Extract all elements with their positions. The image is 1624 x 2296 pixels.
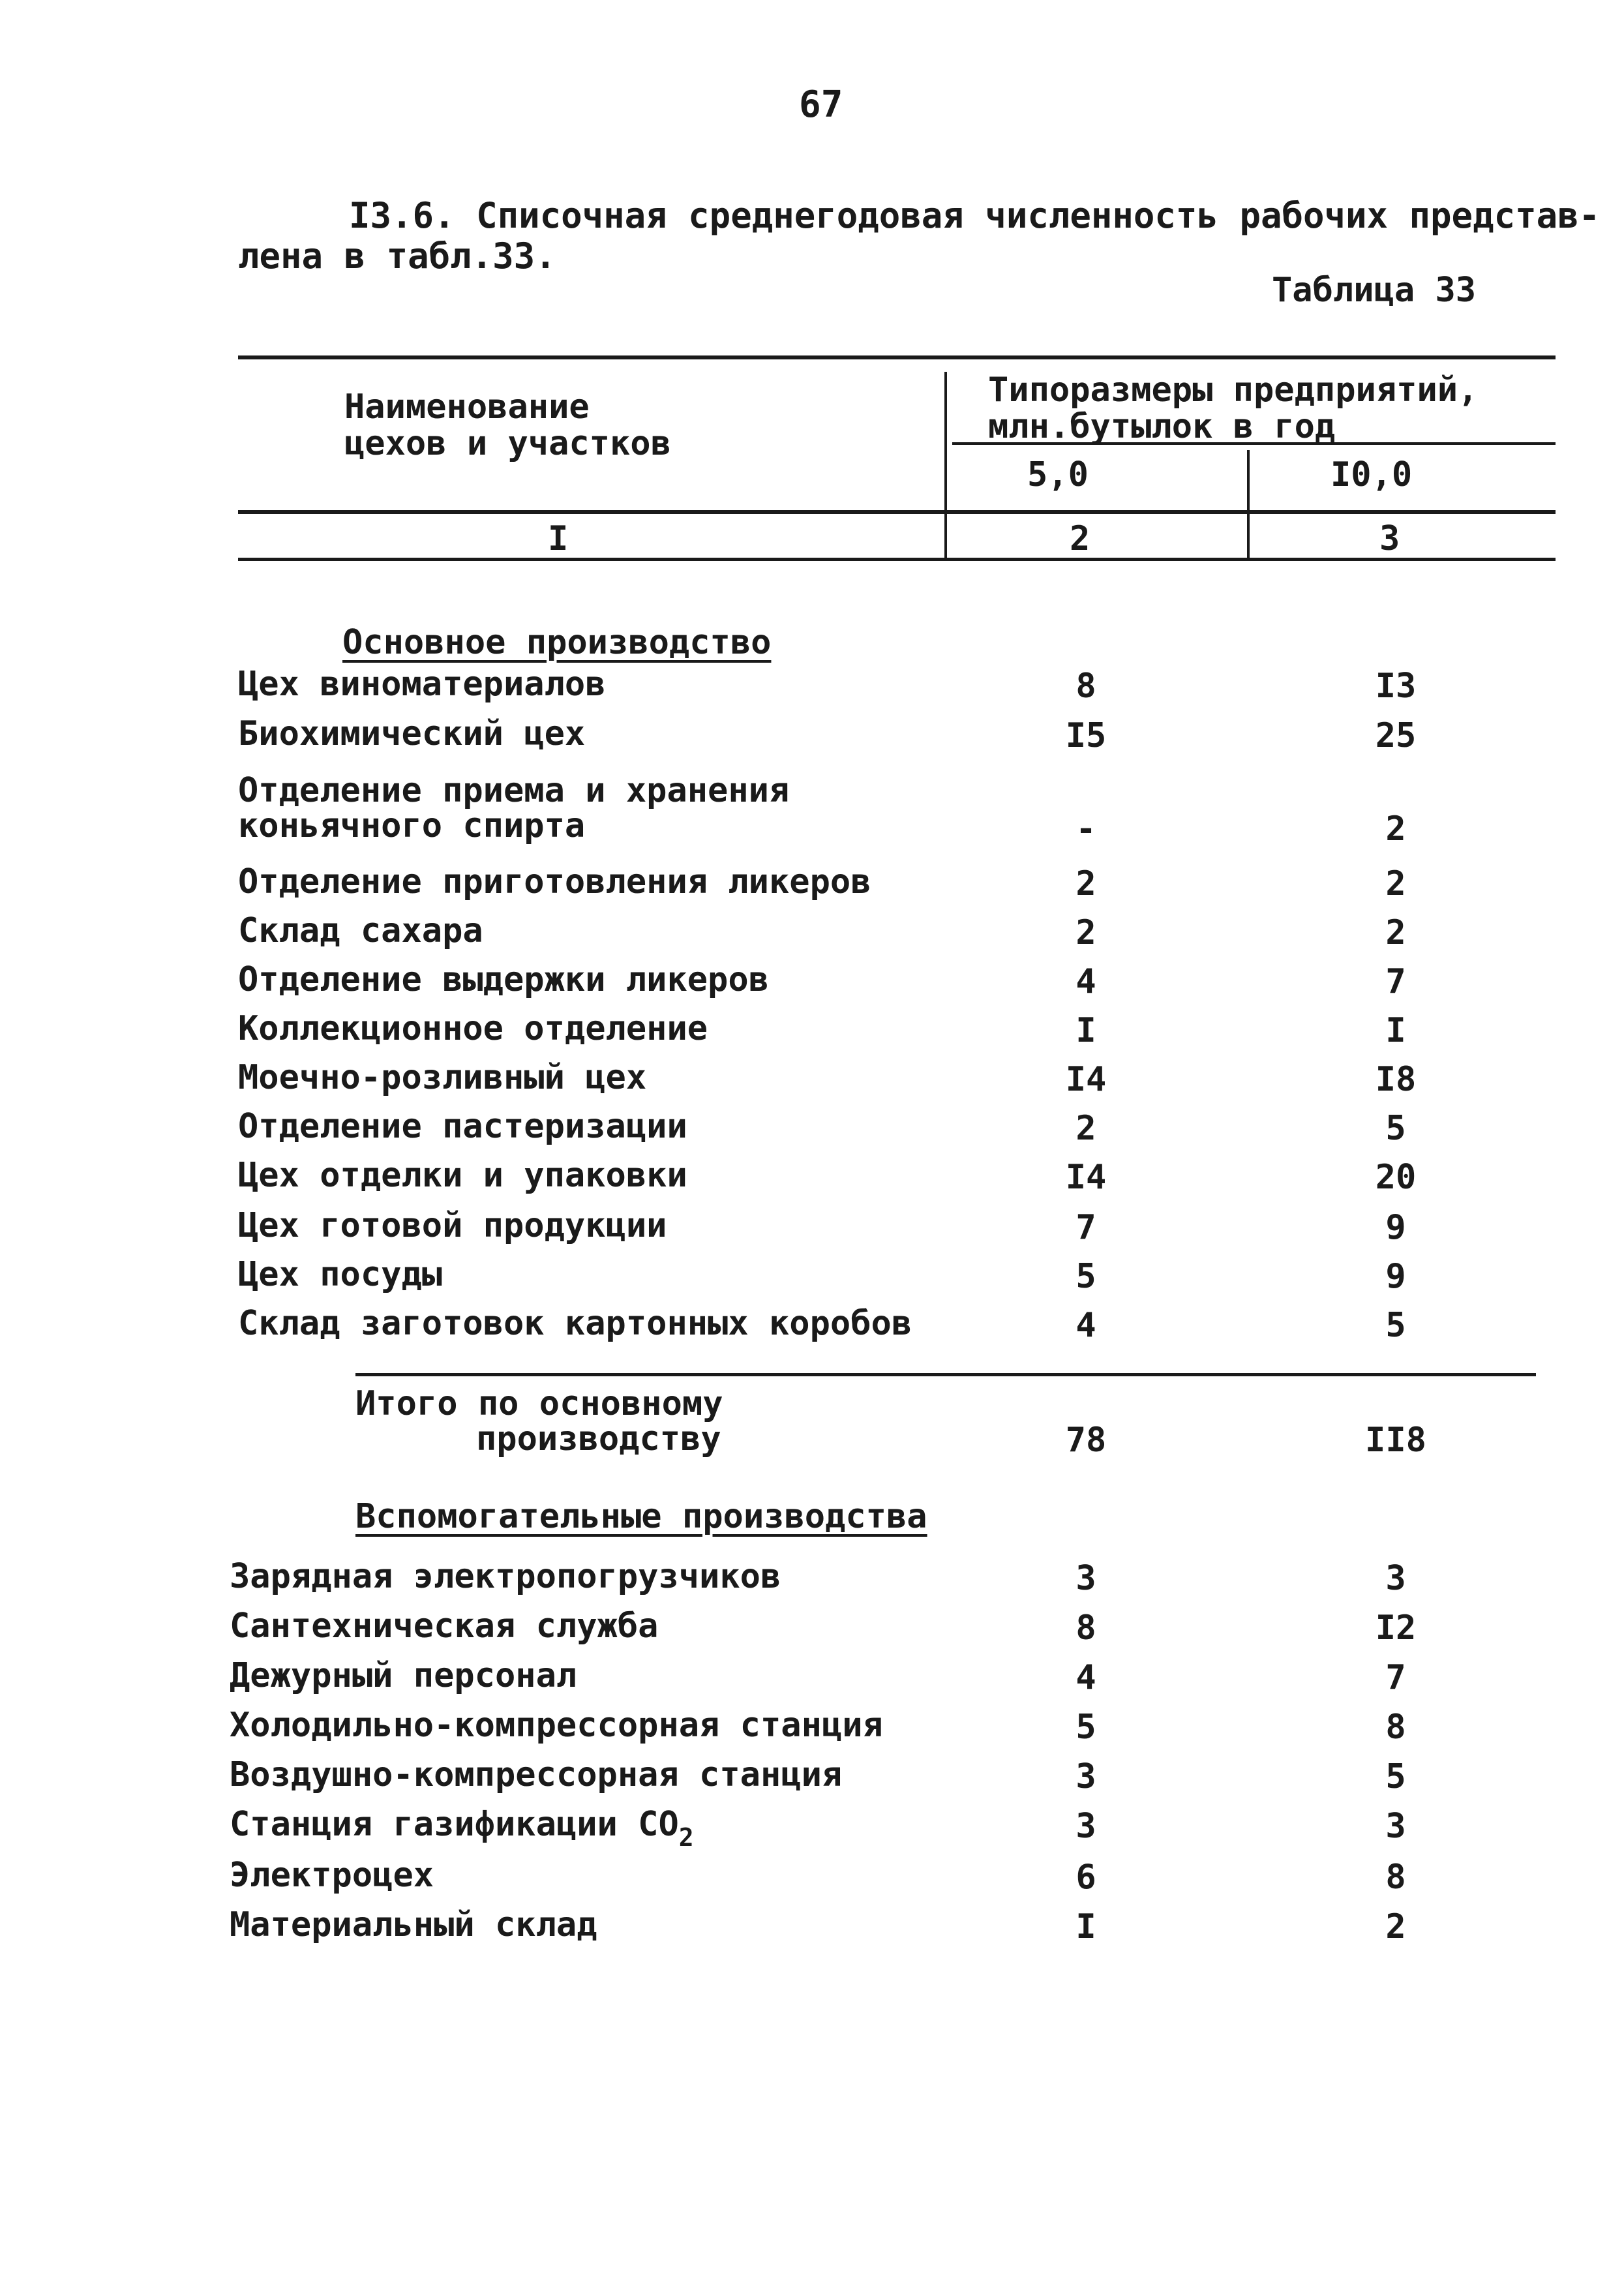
row-value-5: I4 — [1065, 1060, 1107, 1099]
total-label-line-1: Итого по основному — [355, 1384, 723, 1423]
intro-line-2: лена в табл.33. — [238, 235, 556, 277]
row-value-10: 7 — [1385, 1658, 1406, 1697]
row-label-line: коньячного спирта — [238, 806, 586, 845]
column-number-1: I — [548, 519, 569, 558]
col-divider-1 — [944, 372, 947, 558]
table-row-label — [238, 962, 769, 997]
row-label-line: Коллекционное отделение — [238, 1009, 708, 1048]
table-row-label — [238, 1060, 646, 1095]
table-row-label — [230, 1858, 434, 1893]
row-value-10: 20 — [1375, 1158, 1417, 1197]
row-value-5: I — [1075, 1907, 1096, 1946]
table-row-label — [238, 864, 871, 899]
row-label-line: Склад заготовок картонных коробов — [238, 1304, 912, 1343]
row-value-10: 8 — [1385, 1708, 1406, 1747]
table-row-label — [230, 1907, 597, 1942]
row-label-line: Отделение выдержки ликеров — [238, 960, 769, 999]
section-title-aux: Вспомогательные производства — [355, 1497, 927, 1536]
row-label-line: Цех посуды — [238, 1255, 443, 1294]
row-value-5: I — [1075, 1011, 1096, 1050]
table-row-label — [238, 1158, 687, 1193]
table-row-label — [238, 1109, 687, 1144]
table-row-label — [238, 1011, 708, 1046]
total-rule — [355, 1373, 1536, 1376]
table-row-label — [230, 1609, 658, 1644]
row-value-10: 2 — [1385, 913, 1406, 952]
row-value-5: 5 — [1075, 1257, 1096, 1296]
row-value-5: 8 — [1075, 667, 1096, 706]
row-value-10: 3 — [1385, 1559, 1406, 1598]
table-row-label — [238, 1306, 912, 1341]
row-label-line: Биохимический цех — [238, 714, 586, 753]
row-value-5: 3 — [1075, 1559, 1096, 1598]
column-number-2: 2 — [1070, 519, 1090, 558]
table-top-rule — [238, 355, 1556, 359]
table-row-label — [238, 773, 789, 843]
header-name-line-1: Наименование — [344, 387, 590, 427]
column-number-3: 3 — [1379, 519, 1400, 558]
row-value-5: 5 — [1075, 1708, 1096, 1747]
total-value-5: 78 — [1065, 1421, 1107, 1460]
header-group — [988, 372, 1478, 445]
row-label-text: Холодильно-компрессорная станция — [230, 1706, 883, 1745]
row-label-line: Моечно-розливный цех — [238, 1058, 647, 1097]
table-row-label — [230, 1708, 883, 1743]
table-row-label — [230, 1559, 781, 1594]
table-row-label — [238, 1257, 442, 1292]
row-value-5: 4 — [1075, 1306, 1096, 1345]
table-row-label — [230, 1757, 842, 1792]
row-value-10: 25 — [1375, 716, 1417, 755]
table-row-label — [238, 667, 606, 702]
row-value-5: 4 — [1075, 1658, 1096, 1697]
row-value-5: 3 — [1075, 1807, 1096, 1846]
row-label-text: Зарядная электропогрузчиков — [230, 1557, 781, 1596]
row-value-10: I3 — [1375, 667, 1417, 706]
intro-line-1: I3.6. Списочная среднегодовая численность рабочих представ- — [349, 195, 1601, 236]
row-value-10: 7 — [1385, 962, 1406, 1001]
table-label: Таблица 33 — [1272, 271, 1477, 310]
col-divider-2 — [1247, 450, 1250, 558]
table-row-label — [238, 913, 483, 948]
row-label-text: Станция газификации СО — [230, 1805, 679, 1844]
row-value-5: 3 — [1075, 1757, 1096, 1796]
row-value-10: 9 — [1385, 1208, 1406, 1247]
row-label-line: Отделение пастеризации — [238, 1107, 687, 1146]
row-value-10: I — [1385, 1011, 1406, 1050]
row-value-5: I4 — [1065, 1158, 1107, 1197]
colnum-bottom-rule — [238, 558, 1556, 561]
row-label-text: Электроцех — [230, 1856, 434, 1895]
row-value-10: 5 — [1385, 1757, 1406, 1796]
table-row-label — [238, 1208, 667, 1243]
page-number: 67 — [799, 83, 843, 126]
row-value-5: 7 — [1075, 1208, 1096, 1247]
row-value-5: 6 — [1075, 1858, 1096, 1897]
row-value-10: I8 — [1375, 1060, 1417, 1099]
row-value-5: 4 — [1075, 962, 1096, 1001]
total-label-line-2: производству — [476, 1419, 721, 1458]
row-value-5: 2 — [1075, 913, 1096, 952]
header-group-line-2: млн.бутылок в год — [988, 407, 1336, 446]
row-value-10: 3 — [1385, 1807, 1406, 1846]
table-row-label — [230, 1805, 694, 1852]
row-value-5: 2 — [1075, 1109, 1096, 1148]
row-label-line: Склад сахара — [238, 911, 483, 950]
row-label-text: Сантехническая служба — [230, 1607, 659, 1646]
header-col-10: I0,0 — [1331, 455, 1413, 494]
row-label-line: Отделение приготовления ликеров — [238, 862, 871, 901]
row-value-10: 5 — [1385, 1306, 1406, 1345]
row-value-5: I5 — [1065, 716, 1107, 755]
row-value-5: - — [1075, 809, 1096, 849]
row-value-10: 2 — [1385, 809, 1406, 849]
row-value-10: 9 — [1385, 1257, 1406, 1296]
row-label-line: Отделение приема и хранения — [238, 771, 790, 810]
row-value-10: 2 — [1385, 864, 1406, 903]
table-row-label — [230, 1658, 577, 1693]
total-label — [355, 1386, 723, 1457]
header-group-line-1: Типоразмеры предприятий, — [988, 370, 1479, 410]
intro-paragraph — [238, 196, 1600, 277]
total-value-10: II8 — [1365, 1421, 1426, 1460]
row-label-line: Цех виноматериалов — [238, 665, 606, 704]
row-label-text: Дежурный персонал — [230, 1656, 577, 1695]
table-row-label — [238, 716, 585, 751]
row-value-10: I2 — [1375, 1609, 1417, 1648]
row-label-line: Цех готовой продукции — [238, 1206, 667, 1245]
row-value-10: 8 — [1385, 1858, 1406, 1897]
row-value-5: 8 — [1075, 1609, 1096, 1648]
row-label-text: Воздушно-компрессорная станция — [230, 1755, 843, 1794]
row-value-5: 2 — [1075, 864, 1096, 903]
header-bottom-rule — [238, 510, 1556, 514]
row-value-10: 2 — [1385, 1907, 1406, 1946]
header-col-5: 5,0 — [1027, 455, 1089, 494]
header-name-line-2: цехов и участков — [344, 424, 671, 463]
row-label-text: Материальный склад — [230, 1905, 597, 1944]
row-label-line: Цех отделки и упаковки — [238, 1156, 687, 1195]
header-name — [344, 389, 671, 462]
row-label-subscript: 2 — [678, 1823, 694, 1852]
row-value-10: 5 — [1385, 1109, 1406, 1148]
section-title-main: Основное производство — [342, 623, 772, 662]
